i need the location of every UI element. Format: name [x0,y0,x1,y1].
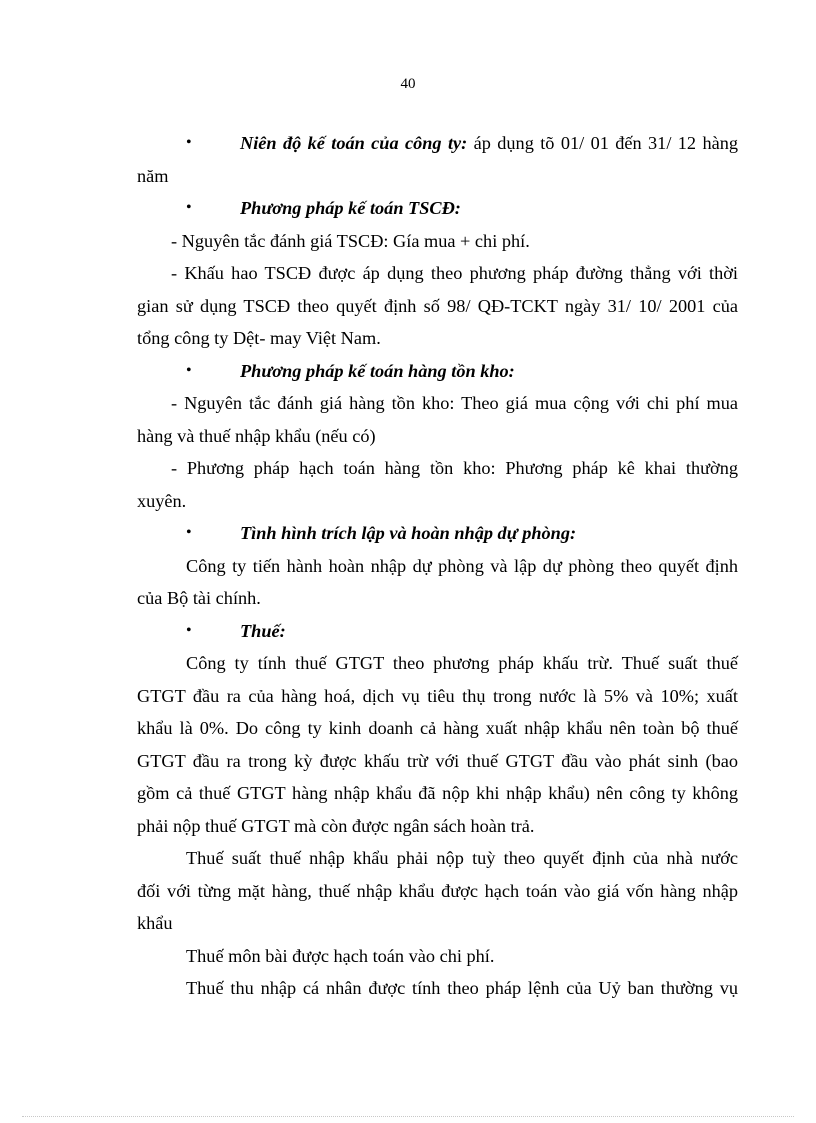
fixed-assets-item-line: tổng công ty Dệt- may Việt Nam. [137,328,381,348]
bullet-icon: • [186,524,192,541]
tax-para-line: khẩu là 0%. Do công ty kinh doanh cả hàng xuất nhập khẩu nên toàn bộ thuế [137,718,738,738]
inventory-item-line: hàng và thuế nhập khẩu (nếu có) [137,425,376,446]
bullet-icon: • [186,134,192,151]
page-bottom-border [22,1116,794,1117]
bullet-icon: • [186,199,192,216]
fixed-assets-item: - Nguyên tắc đánh giá TSCĐ: Gía mua + chi phí. [171,230,530,251]
license-tax-line: Thuế môn bài được hạch toán vào chi phí. [186,945,495,966]
inventory-item-line: - Phương pháp hạch toán hàng tồn kho: Phương pháp kê khai thường [171,458,738,478]
import-tax-line: khẩu [137,913,173,933]
provisions-para-line: Công ty tiến hành hoàn nhập dự phòng và lập dự phòng theo quyết định [186,555,738,576]
inventory-item-line: xuyên. [137,490,187,511]
tax-heading-line [137,615,738,648]
tax-para-line: phải nộp thuế GTGT mà còn được ngân sách hoàn trả. [137,815,535,836]
tax-para-line: GTGT đầu ra của hàng hoá, dịch vụ tiêu thụ trong nước là 5% và 10%; xuất [137,685,738,706]
provisions-para-line: của Bộ tài chính. [137,588,261,608]
bullet-icon: • [186,361,192,379]
inventory-item-line: - Nguyên tắc đánh giá hàng tồn kho: Theo giá mua cộng với chi phí mua [171,393,738,413]
fiscal-year-text: áp dụng tõ 01/ 01 đến 31/ 12 hàng [467,133,738,153]
tax-para-line: GTGT đầu ra trong kỳ được khấu trừ với thuế GTGT đầu vào phát sinh (bao [137,750,738,771]
import-tax-line: đối với từng mặt hàng, thuế nhập khẩu được hạch toán vào giá vốn hàng nhập [137,880,738,901]
fixed-assets-item-line: gian sử dụng TSCĐ theo quyết định số 98/ QĐ-TCKT ngày 31/ 10/ 2001 của [137,295,738,316]
fixed-assets-heading: Phương pháp kế toán TSCĐ: [240,198,461,218]
provisions-heading: Tình hình trích lập và hoàn nhập dự phòng: [240,523,577,543]
fiscal-year-line [137,127,738,160]
fiscal-year-continuation: năm [137,165,169,186]
bullet-icon: • [186,621,192,639]
income-tax-line: Thuế thu nhập cá nhân được tính theo pháp lệnh của Uỷ ban thường vụ [186,978,738,998]
fixed-assets-heading-line [137,192,738,225]
fixed-assets-item-line: - Khấu hao TSCĐ được áp dụng theo phương pháp đường thẳng với thời [171,263,738,283]
tax-heading: Thuế: [240,620,286,641]
tax-para-line: Công ty tính thuế GTGT theo phương pháp khấu trừ. Thuế suất thuế [186,653,738,673]
import-tax-line: Thuế suất thuế nhập khẩu phải nộp tuỳ theo quyết định của nhà nước [186,848,738,868]
document-body [137,127,738,1005]
provisions-heading-line [137,517,738,550]
page-number: 40 [400,76,416,92]
inventory-heading-line [137,355,738,388]
fiscal-year-heading: Niên độ kế toán của công ty: [240,133,468,153]
tax-para-line: gồm cả thuế GTGT hàng nhập khẩu đã nộp khi nhập khẩu) nên công ty không [137,783,738,803]
inventory-heading: Phương pháp kế toán hàng tồn kho: [240,360,515,381]
